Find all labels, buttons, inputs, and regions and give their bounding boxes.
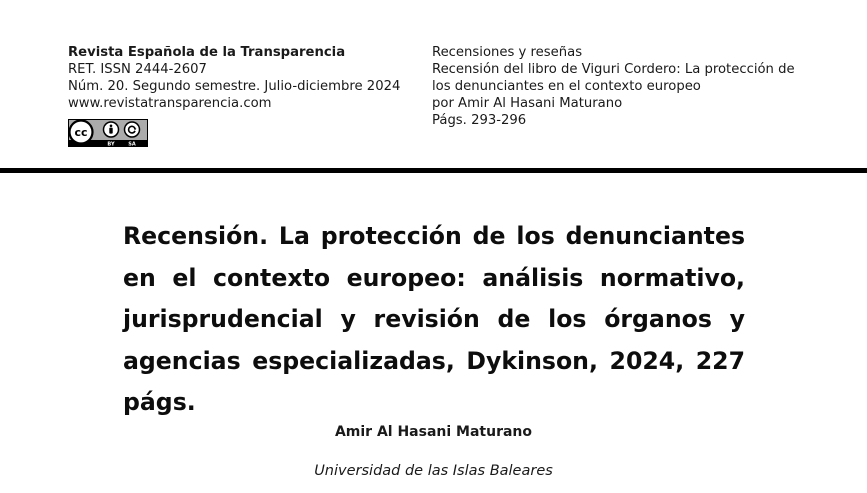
review-pages: Págs. 293-296 [432, 113, 527, 128]
review-author: por Amir Al Hasani Maturano [432, 96, 623, 111]
review-title-line1: Recensión del libro de Viguri Cordero: La protección de [432, 62, 795, 77]
sa-label: SA [128, 141, 136, 147]
review-title-line2: los denunciantes en el contexto europeo [432, 79, 701, 94]
cc-label: cc [74, 126, 88, 139]
journal-issn: RET. ISSN 2444-2607 [68, 62, 207, 77]
journal-info [68, 44, 400, 112]
header-divider [0, 168, 867, 173]
journal-name: Revista Española de la Transparencia [68, 45, 346, 60]
author-affiliation: Universidad de las Islas Baleares [314, 463, 553, 479]
article-title: Recensión. La protección de los denunciantes en el contexto europeo: análisis normativo, jurisprudencial y revisión de los órganos y agencias especializadas, Dykinson, 2024, 227 págs. [123, 222, 745, 416]
cc-by-sa-icon [68, 119, 148, 147]
journal-website[interactable]: www.revistatransparencia.com [68, 96, 272, 111]
by-label: BY [107, 141, 115, 147]
journal-issue: Núm. 20. Segundo semestre. Julio-diciembre 2024 [68, 79, 401, 94]
review-info [432, 44, 832, 129]
article-author: Amir Al Hasani Maturano [334, 424, 533, 440]
section-name: Recensiones y reseñas [432, 45, 583, 60]
